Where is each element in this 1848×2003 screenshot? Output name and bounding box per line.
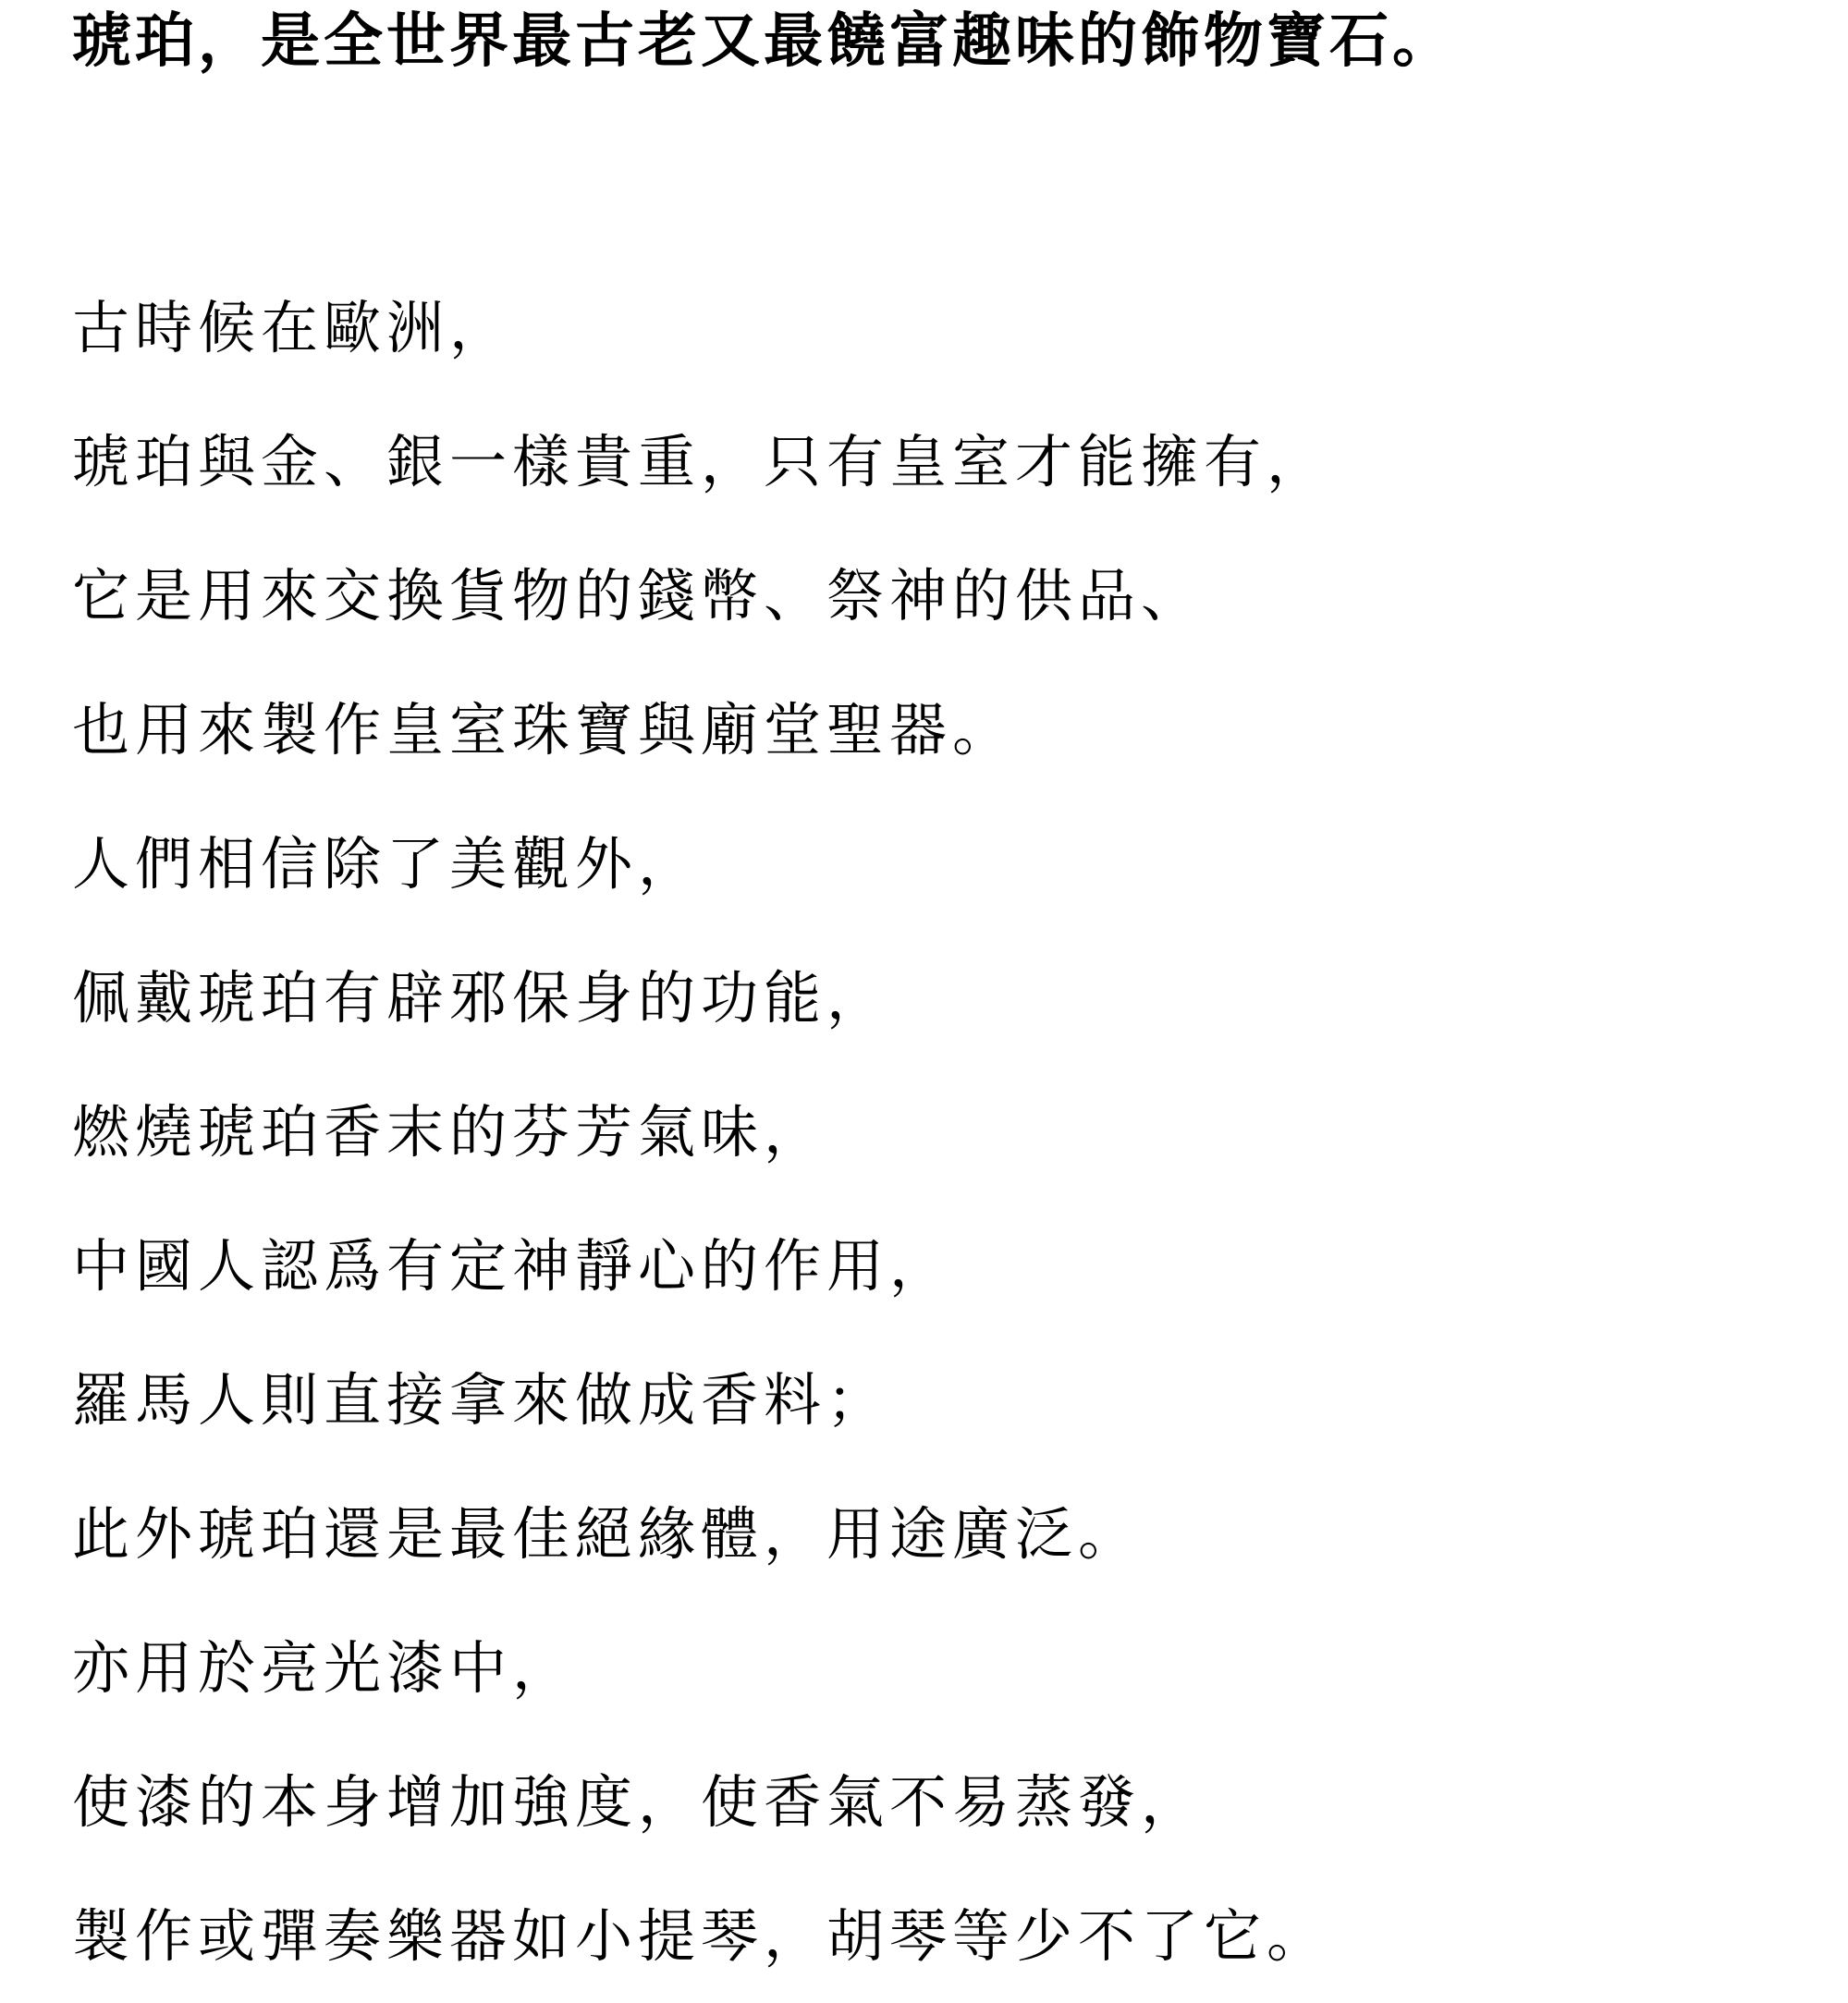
text-line-12: 使漆的本身增加強度，使香氣不易蒸發， — [72, 1768, 1205, 1836]
text-line-6: 佩戴琥珀有辟邪保身的功能， — [72, 964, 890, 1032]
text-line-2: 琥珀與金、銀一樣貴重，只有皇室才能擁有， — [72, 428, 1330, 495]
text-line-7: 燃燒琥珀香末的芬芳氣味， — [72, 1098, 827, 1166]
text-line-10: 此外琥珀還是最佳絕緣體，用途廣泛。 — [72, 1500, 1142, 1568]
text-line-13: 製作或彈奏樂器如小提琴，胡琴等少不了它。 — [72, 1902, 1330, 1970]
document-title: 琥珀，是全世界最古老又最饒富趣味的飾物寶石。 — [72, 7, 1455, 76]
text-line-1: 古時候在歐洲， — [72, 294, 513, 361]
text-line-11: 亦用於亮光漆中， — [72, 1634, 576, 1702]
paragraph-lines — [72, 261, 1329, 2003]
text-line-8: 中國人認爲有定神靜心的作用， — [72, 1232, 953, 1300]
text-line-4: 也用來製作皇室珠寶與廟堂聖器。 — [72, 696, 1016, 763]
text-line-5: 人們相信除了美觀外， — [72, 830, 702, 898]
text-line-9: 羅馬人則直接拿來做成香料； — [72, 1366, 890, 1434]
text-line-3: 它是用來交換貨物的錢幣、祭神的供品、 — [72, 562, 1205, 629]
